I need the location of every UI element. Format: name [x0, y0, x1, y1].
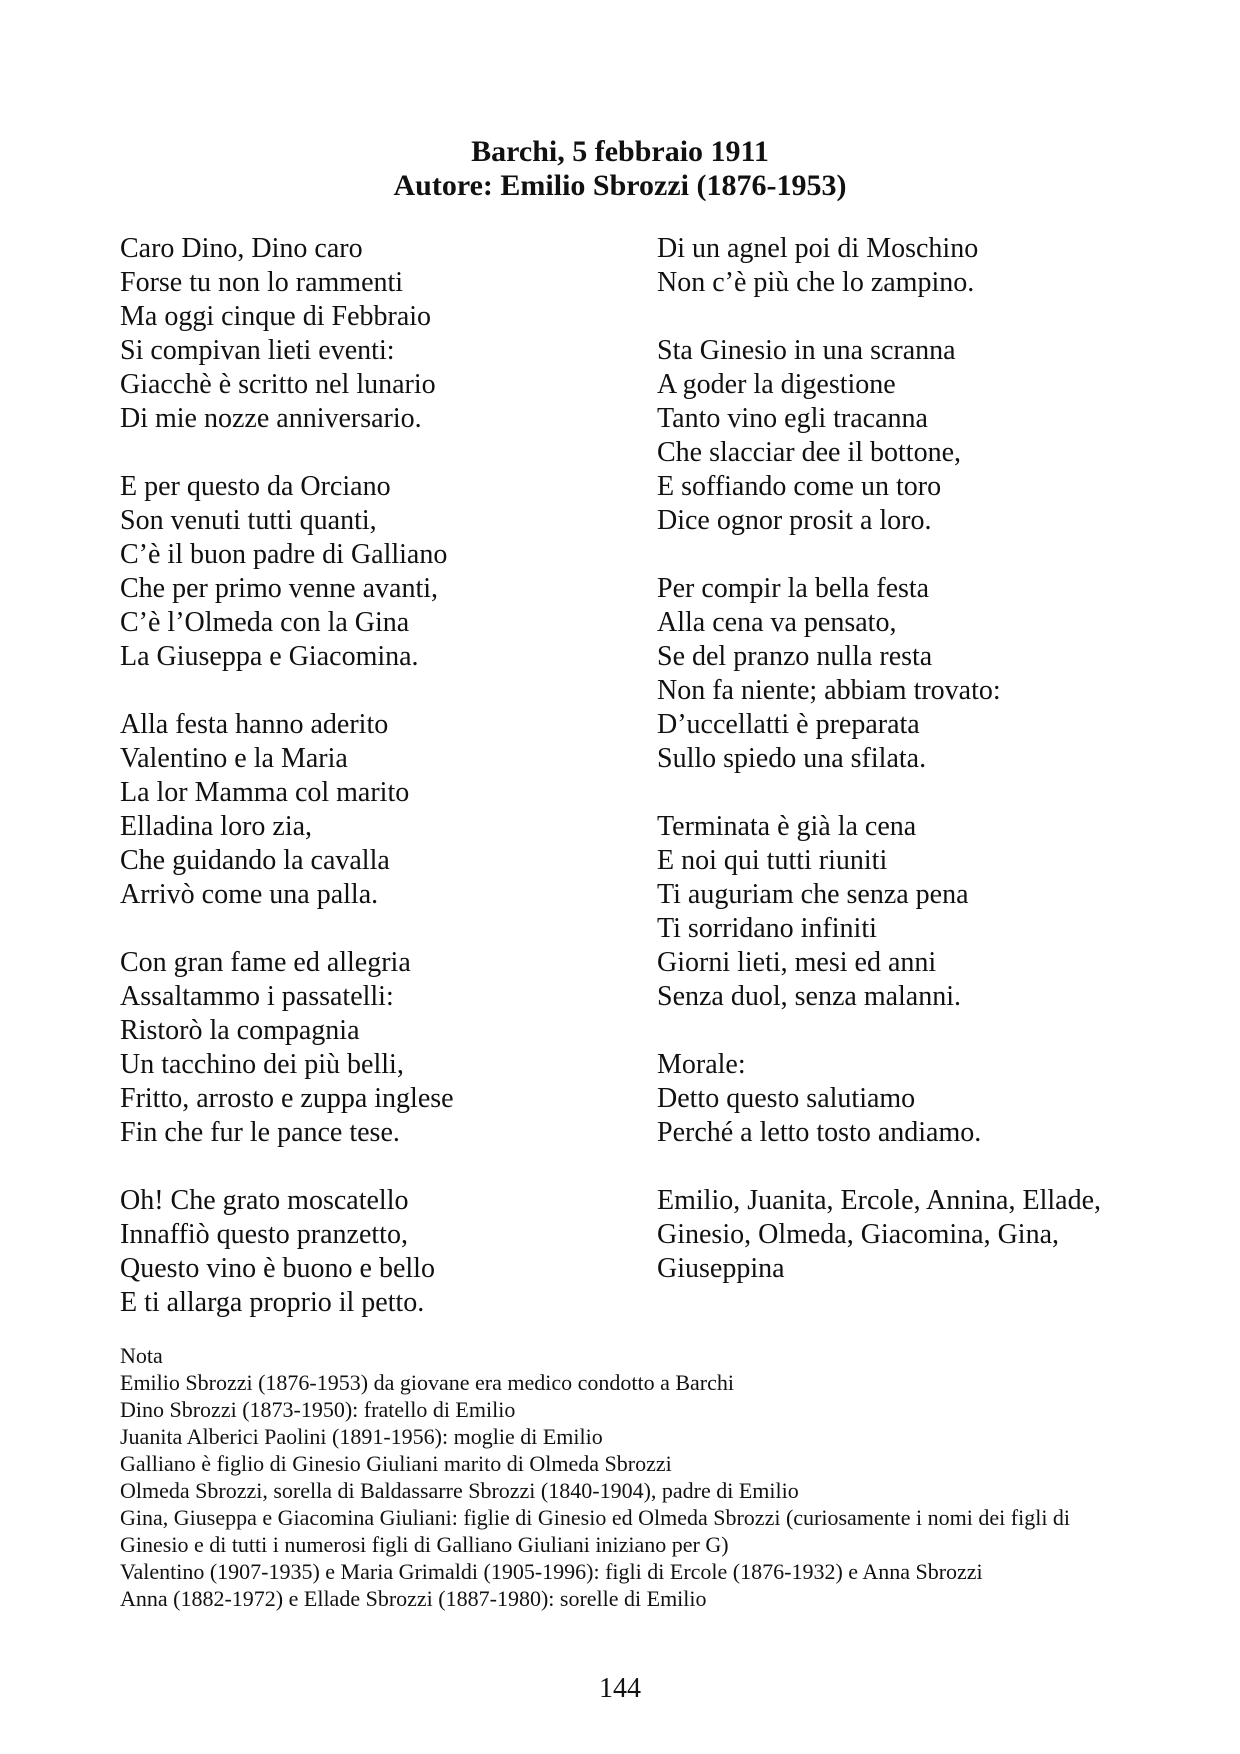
nota-line: Anna (1882-1972) e Ellade Sbrozzi (1887-1980): sorelle di Emilio	[120, 1586, 707, 1611]
poem-line: Assaltammo i passatelli:	[120, 981, 394, 1012]
poem-line: Non c’è più che lo zampino.	[657, 267, 975, 298]
poem-line: Arrivò come una palla.	[120, 879, 379, 910]
stanza	[120, 708, 620, 912]
stanza	[120, 1184, 620, 1320]
nota-line: Juanita Alberici Paolini (1891-1956): moglie di Emilio	[120, 1424, 603, 1449]
nota-lines	[120, 1369, 1180, 1612]
poem-line: Terminata è già la cena	[657, 811, 917, 842]
poem-line: E soffiando come un toro	[657, 471, 942, 502]
poem-line: Perché a letto tosto andiamo.	[657, 1117, 982, 1148]
poem-line: Per compir la bella festa	[657, 573, 930, 604]
poem-line: Forse tu non lo rammenti	[120, 267, 404, 298]
poem-line: Ti auguriam che senza pena	[657, 879, 969, 910]
poem-line: Di un agnel poi di Moschino	[657, 233, 979, 264]
stanza	[657, 334, 1177, 538]
nota-line: Gina, Giuseppa e Giacomina Giuliani: figlie di Ginesio ed Olmeda Sbrozzi (curiosamente i nomi dei figli di	[120, 1505, 1071, 1530]
stanza	[657, 1048, 1177, 1150]
stanza	[120, 946, 620, 1150]
nota-line: Dino Sbrozzi (1873-1950): fratello di Emilio	[120, 1397, 516, 1422]
poem-line: Elladina loro zia,	[120, 811, 313, 842]
poem-right-column	[657, 232, 1177, 1286]
poem-line: Che slacciar dee il bottone,	[657, 437, 961, 468]
nota-line: Galliano è figlio di Ginesio Giuliani marito di Olmeda Sbrozzi	[120, 1451, 672, 1476]
poem-line: E per questo da Orciano	[120, 471, 391, 502]
stanza	[657, 572, 1177, 776]
stanza	[657, 232, 1177, 300]
poem-line: La lor Mamma col marito	[120, 777, 410, 808]
poem-line: Detto questo salutiamo	[657, 1083, 916, 1114]
nota-heading: Nota	[120, 1343, 163, 1368]
poem-line: Ristorò la compagnia	[120, 1015, 360, 1046]
page-number: 144	[599, 1673, 641, 1704]
poem-line: Ma oggi cinque di Febbraio	[120, 301, 432, 332]
poem-line: Fritto, arrosto e zuppa inglese	[120, 1083, 454, 1114]
poem-line: Oh! Che grato moscatello	[120, 1185, 409, 1216]
poem-line: Giuseppina	[657, 1253, 785, 1284]
title-author-line: Autore: Emilio Sbrozzi (1876-1953)	[393, 169, 847, 202]
title-block	[0, 135, 1240, 203]
stanza	[657, 810, 1177, 1014]
poem-line: Fin che fur le pance tese.	[120, 1117, 400, 1148]
stanza	[120, 232, 620, 436]
poem-line: Valentino e la Maria	[120, 743, 348, 774]
poem-line: C’è l’Olmeda con la Gina	[120, 607, 410, 638]
poem-line: Caro Dino, Dino caro	[120, 233, 363, 264]
poem-line: Tanto vino egli tracanna	[657, 403, 928, 434]
poem-line: Dice ognor prosit a loro.	[657, 505, 932, 536]
poem-line: Giacchè è scritto nel lunario	[120, 369, 436, 400]
stanza	[120, 470, 620, 674]
poem-line: Sullo spiedo una sfilata.	[657, 743, 927, 774]
poem-line: Che guidando la cavalla	[120, 845, 390, 876]
title-date-line: Barchi, 5 febbraio 1911	[471, 135, 769, 168]
nota-line: Valentino (1907-1935) e Maria Grimaldi (1905-1996): figli di Ercole (1876-1932) e Anna Sbrozzi	[120, 1559, 983, 1584]
nota-line: Emilio Sbrozzi (1876-1953) da giovane era medico condotto a Barchi	[120, 1370, 734, 1395]
poem-line: Se del pranzo nulla resta	[657, 641, 933, 672]
poem-line: Un tacchino dei più belli,	[120, 1049, 404, 1080]
poem-line: Che per primo venne avanti,	[120, 573, 439, 604]
poem-line: E ti allarga proprio il petto.	[120, 1287, 425, 1318]
poem-line: Alla cena va pensato,	[657, 607, 897, 638]
poem-line: Alla festa hanno aderito	[120, 709, 389, 740]
poem-left-column	[120, 232, 620, 1320]
poem-line: Giorni lieti, mesi ed anni	[657, 947, 937, 978]
poem-line: Emilio, Juanita, Ercole, Annina, Ellade,	[657, 1185, 1101, 1216]
poem-line: C’è il buon padre di Galliano	[120, 539, 448, 570]
poem-line: La Giuseppa e Giacomina.	[120, 641, 419, 672]
poem-line: Morale:	[657, 1049, 746, 1080]
nota-line: Ginesio e di tutti i numerosi figli di Galliano Giuliani iniziano per G)	[120, 1532, 729, 1557]
poem-line: Ti sorridano infiniti	[657, 913, 877, 944]
nota-section	[120, 1342, 1180, 1612]
poem-line: E noi qui tutti riuniti	[657, 845, 888, 876]
poem-line: Sta Ginesio in una scranna	[657, 335, 956, 366]
poem-line: A goder la digestione	[657, 369, 896, 400]
poem-line: Ginesio, Olmeda, Giacomina, Gina,	[657, 1219, 1060, 1250]
poem-line: D’uccellatti è preparata	[657, 709, 920, 740]
poem-line: Son venuti tutti quanti,	[120, 505, 377, 536]
poem-line: Si compivan lieti eventi:	[120, 335, 395, 366]
stanza	[657, 1184, 1177, 1286]
poem-line: Innaffiò questo pranzetto,	[120, 1219, 408, 1250]
poem-line: Senza duol, senza malanni.	[657, 981, 962, 1012]
poem-line: Di mie nozze anniversario.	[120, 403, 422, 434]
nota-line: Olmeda Sbrozzi, sorella di Baldassarre Sbrozzi (1840-1904), padre di Emilio	[120, 1478, 799, 1503]
poem-line: Questo vino è buono e bello	[120, 1253, 435, 1284]
poem-line: Con gran fame ed allegria	[120, 947, 411, 978]
poem-line: Non fa niente; abbiam trovato:	[657, 675, 1001, 706]
